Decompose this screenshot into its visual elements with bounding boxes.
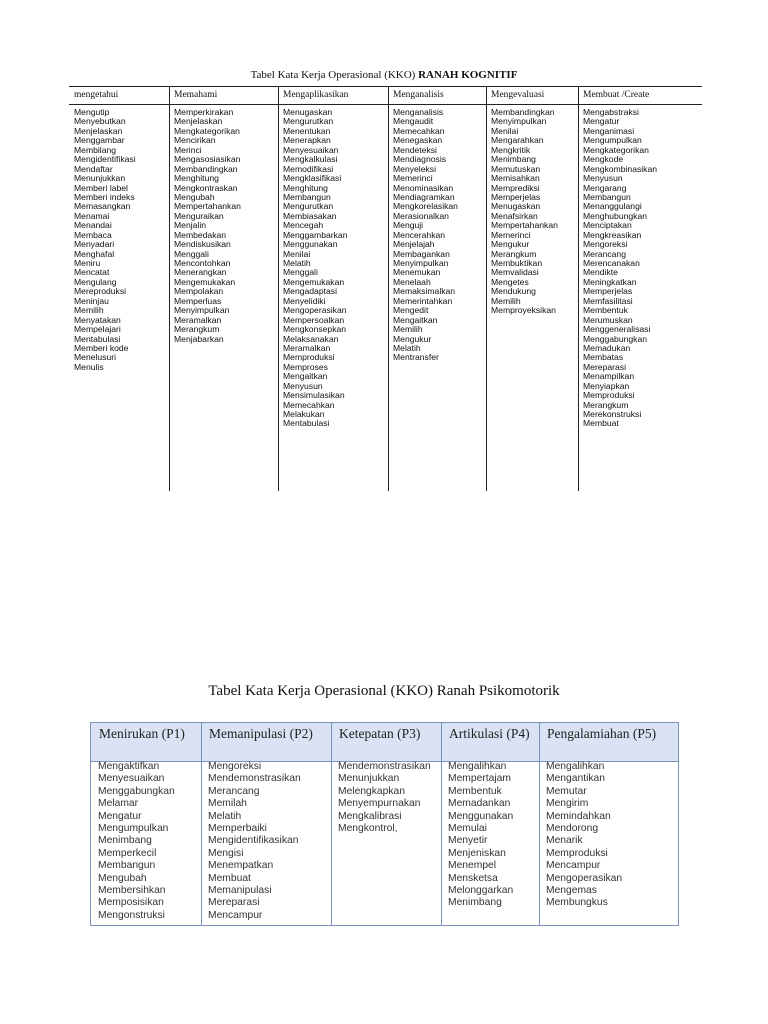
kognitif-column: [69, 86, 169, 491]
list-item: Mendukung: [491, 287, 536, 297]
list-item: Membedakan: [174, 230, 227, 240]
list-item: Menghafal: [74, 249, 115, 259]
list-item: Memecahkan: [283, 400, 335, 410]
list-item: Menyimpulkan: [174, 306, 230, 316]
list-item: Menguji: [393, 221, 424, 231]
kognitif-word-list: [393, 108, 484, 363]
list-item: Memilah: [208, 798, 247, 810]
list-item: Membentuk: [583, 306, 628, 316]
list-item: Memfasilitasi: [583, 296, 633, 306]
psikomotorik-word-list: [338, 761, 439, 835]
column-divider: [331, 723, 332, 925]
list-item: Menempatkan: [208, 860, 274, 872]
list-item: Menyeleksi: [393, 164, 436, 174]
list-item: Menimbang: [448, 897, 502, 909]
psikomotorik-column-header: Artikulasi (P4): [449, 726, 530, 741]
list-item: Menjelaskan: [74, 126, 123, 136]
list-item: Mengkorelasikan: [393, 202, 458, 212]
list-item: Menghubungkan: [583, 211, 648, 221]
kognitif-table: [69, 86, 702, 491]
list-item: Mengulang: [74, 277, 117, 287]
list-item: Mengemukakan: [174, 277, 236, 287]
list-item: Memperjelas: [583, 287, 633, 297]
list-item: Mengkontraskan: [174, 183, 238, 193]
list-item: Mensketsa: [448, 872, 498, 884]
psikomotorik-word-list: [208, 761, 329, 922]
list-item: Mensimulasikan: [283, 391, 345, 401]
column-divider: [201, 723, 202, 925]
list-item: Menugaskan: [491, 202, 541, 212]
list-item: Menerapkan: [283, 136, 331, 146]
list-item: Menulis: [74, 362, 104, 372]
kognitif-column: [388, 86, 486, 491]
list-item: Mentransfer: [393, 353, 439, 363]
list-item: Merasionalkan: [393, 211, 449, 221]
list-item: Memilih: [491, 296, 521, 306]
list-item: Mempertajam: [448, 773, 511, 785]
list-item: Menampilkan: [583, 372, 635, 382]
list-item: Mengantikan: [546, 773, 605, 785]
psikomotorik-column-header: Memanipulasi (P2): [209, 726, 313, 741]
list-item: Memerinci: [393, 174, 433, 184]
psikomotorik-column-header: Pengalamiahan (P5): [547, 726, 657, 741]
list-item: Mengkalkulasi: [283, 155, 338, 165]
list-item: Menjalin: [174, 221, 207, 231]
list-item: Mencirikan: [174, 136, 216, 146]
list-item: Menghitung: [283, 183, 328, 193]
kognitif-word-list: [74, 108, 167, 372]
list-item: Membangun: [583, 192, 631, 202]
list-item: Melaksanakan: [283, 334, 339, 344]
kognitif-column-header: mengetahui: [69, 86, 169, 105]
list-item: Membandingkan: [174, 164, 238, 174]
list-item: Menjeniskan: [448, 847, 506, 859]
list-item: Memulai: [448, 823, 487, 835]
psikomotorik-column: [91, 723, 201, 925]
list-item: Merangkum: [174, 325, 220, 335]
column-divider: [539, 723, 540, 925]
column-divider: [441, 723, 442, 925]
kognitif-column: [169, 86, 278, 491]
list-item: Menafsirkan: [491, 211, 538, 221]
list-item: Menggunakan: [448, 810, 514, 822]
list-item: Merumuskan: [583, 315, 633, 325]
list-item: Mengutip: [74, 108, 110, 117]
list-item: Menjelajah: [393, 240, 435, 250]
list-item: Memerintahkan: [393, 296, 453, 306]
list-item: Menghitung: [174, 174, 219, 184]
kognitif-column-header: Menganalisis: [388, 86, 486, 105]
list-item: Menimbang: [98, 835, 152, 847]
list-item: Memasangkan: [74, 202, 131, 212]
list-item: Mengabstraksi: [583, 108, 639, 117]
list-item: Memutar: [546, 785, 587, 797]
psikomotorik-column: [441, 723, 539, 925]
list-item: Mengkode: [583, 155, 624, 165]
list-item: Mengkategorikan: [583, 145, 649, 155]
list-item: Memperluas: [174, 296, 222, 306]
psikomotorik-column: [539, 723, 678, 925]
list-item: Mereparasi: [208, 897, 260, 909]
list-item: Menjabarkan: [174, 334, 224, 344]
list-item: Mengarahkan: [491, 136, 544, 146]
list-item: Melatih: [208, 810, 242, 822]
list-item: Memilih: [393, 325, 423, 335]
list-item: Memodifikasi: [283, 164, 334, 174]
list-item: Mentabulasi: [283, 419, 330, 429]
list-item: Menugaskan: [283, 108, 333, 117]
kognitif-column: [578, 86, 702, 491]
column-divider: [388, 86, 389, 491]
list-item: Membandingkan: [491, 108, 555, 117]
list-item: Membersihkan: [98, 885, 166, 897]
list-item: Menominasikan: [393, 183, 454, 193]
list-item: Menunjukkan: [74, 174, 126, 184]
list-item: Menamai: [74, 211, 110, 221]
list-item: Meninjau: [74, 296, 109, 306]
list-item: Membangun: [98, 860, 156, 872]
list-item: Memprediksi: [491, 183, 540, 193]
list-item: Merinci: [174, 145, 202, 155]
list-item: Memadukan: [583, 343, 631, 353]
list-item: Mengubah: [174, 192, 215, 202]
list-item: Meramalkan: [174, 315, 222, 325]
list-item: Mengoperasikan: [546, 872, 623, 884]
list-item: Menguraikan: [174, 211, 224, 221]
list-item: Menelaah: [393, 277, 431, 287]
list-item: Menyetir: [448, 835, 488, 847]
list-item: Mengasosiasikan: [174, 155, 241, 165]
list-item: Menyebutkan: [74, 117, 126, 127]
list-item: Memisahkan: [491, 174, 540, 184]
list-item: Memproduksi: [583, 391, 635, 401]
list-item: Memilih: [74, 306, 104, 316]
list-item: Mengarang: [583, 183, 627, 193]
list-item: Memerinci: [491, 230, 531, 240]
psikomotorik-column: [201, 723, 331, 925]
list-item: Mencampur: [208, 909, 263, 921]
list-item: Mengklasifikasi: [283, 174, 342, 184]
list-item: Merangkum: [491, 249, 537, 259]
list-item: Menilai: [491, 126, 519, 136]
kognitif-column-header: Mengevaluasi: [486, 86, 578, 105]
psikomotorik-column-header: Ketepatan (P3): [339, 726, 421, 741]
list-item: Menggali: [174, 249, 209, 259]
list-item: Mengurutkan: [283, 202, 334, 212]
list-item: Meramalkan: [283, 343, 331, 353]
list-item: Mengukur: [393, 334, 432, 344]
list-item: Mempolakan: [174, 287, 224, 297]
list-item: Memutuskan: [491, 164, 541, 174]
list-item: Membangun: [283, 192, 331, 202]
list-item: Mengetes: [491, 277, 529, 287]
list-item: Mencatat: [74, 268, 110, 278]
kognitif-column: [486, 86, 578, 491]
list-item: Menunjukkan: [338, 773, 400, 785]
list-item: Memperkirakan: [174, 108, 234, 117]
psikomotorik-word-list: [546, 761, 676, 910]
psikomotorik-column: [331, 723, 441, 925]
list-item: Menganalisis: [393, 108, 444, 117]
list-item: Menempel: [448, 860, 497, 872]
list-item: Mengoperasikan: [283, 306, 347, 316]
list-item: Menanggulangi: [583, 202, 642, 212]
list-item: Menggabungkan: [98, 785, 175, 797]
list-item: Membaca: [74, 230, 112, 240]
column-divider: [578, 86, 579, 491]
list-item: Mengkalibrasi: [338, 810, 402, 822]
list-item: Memproduksi: [283, 353, 335, 363]
list-item: Mengalihkan: [546, 761, 605, 772]
list-item: Mengadaptasi: [283, 287, 337, 297]
list-item: Memberi kode: [74, 343, 129, 353]
list-item: Membatas: [583, 353, 624, 363]
list-item: Mengaktifkan: [98, 761, 160, 772]
list-item: Memberi indeks: [74, 192, 135, 202]
list-item: Membilang: [74, 145, 117, 155]
list-item: Mengatur: [98, 810, 142, 822]
column-divider: [169, 86, 170, 491]
list-item: Mengkombinasikan: [583, 164, 658, 174]
list-item: Menemukan: [393, 268, 441, 278]
list-item: Mengkonsepkan: [283, 325, 347, 335]
list-item: Meniru: [74, 259, 101, 268]
list-item: Mendeteksi: [393, 145, 437, 155]
list-item: Menyiapkan: [583, 381, 630, 391]
list-item: Mengoreksi: [208, 761, 262, 772]
list-item: Mencegah: [283, 221, 324, 231]
list-item: Menciptakan: [583, 221, 632, 231]
list-item: Mengkreasikan: [583, 230, 642, 240]
list-item: Mengemas: [546, 885, 597, 897]
list-item: Membungkus: [546, 897, 608, 909]
list-item: Memposisikan: [98, 897, 164, 909]
list-item: Menyempurnakan: [338, 798, 421, 810]
list-item: Menelusuri: [74, 353, 117, 363]
column-divider: [486, 86, 487, 491]
list-item: Mendaftar: [74, 164, 113, 174]
psikomotorik-column-header: Menirukan (P1): [99, 726, 185, 741]
list-item: Menandai: [74, 221, 112, 231]
list-item: Merancang: [208, 785, 260, 797]
list-item: Mentabulasi: [74, 334, 121, 344]
list-item: Menyelidiki: [283, 296, 326, 306]
list-item: Menentukan: [283, 126, 331, 136]
list-item: Meningkatkan: [583, 277, 637, 287]
list-item: Memanipulasi: [208, 885, 272, 897]
list-item: Mengidentifikasikan: [208, 835, 299, 847]
list-item: Memperjelas: [491, 192, 541, 202]
kognitif-column: [278, 86, 388, 491]
list-item: Mengubah: [98, 872, 147, 884]
list-item: Mengkritik: [491, 145, 531, 155]
list-item: Mengemukakan: [283, 277, 345, 287]
list-item: Melakukan: [283, 410, 325, 419]
list-item: Melengkapkan: [338, 785, 405, 797]
list-item: Mendorong: [546, 823, 599, 835]
list-item: Menyesuaikan: [98, 773, 165, 785]
list-item: Mengedit: [393, 306, 429, 316]
list-item: Memproduksi: [546, 847, 608, 859]
list-item: Menilai: [283, 249, 311, 259]
list-item: Menyatakan: [74, 315, 121, 325]
list-item: Memvalidasi: [491, 268, 539, 278]
list-item: Mendiskusikan: [174, 240, 231, 250]
psikomotorik-table: [90, 722, 679, 926]
list-item: Mendiagnosis: [393, 155, 447, 165]
kognitif-column-header: Membuat /Create: [578, 86, 702, 105]
list-item: Menimbang: [491, 155, 536, 165]
list-item: Menyimpulkan: [393, 259, 449, 268]
list-item: Memproyeksikan: [491, 306, 556, 316]
list-item: Mengkategorikan: [174, 126, 240, 136]
list-item: Melatih: [283, 259, 311, 268]
list-item: Memecahkan: [393, 126, 445, 136]
list-item: Menyimpulkan: [491, 117, 547, 127]
list-item: Merancang: [583, 249, 626, 259]
list-item: Melonggarkan: [448, 885, 514, 897]
list-item: Mengumpulkan: [583, 136, 642, 146]
list-item: Mengoreksi: [583, 240, 628, 250]
list-item: Mendemonstrasikan: [208, 773, 301, 785]
list-item: Menganimasi: [583, 126, 635, 136]
psikomotorik-word-list: [98, 761, 199, 922]
list-item: Menggunakan: [283, 240, 338, 250]
list-item: Mendemonstrasikan: [338, 761, 431, 772]
psikomotorik-word-list: [448, 761, 537, 910]
list-item: Mengaudit: [393, 117, 434, 127]
list-item: Mendiagramkan: [393, 192, 455, 202]
list-item: Memaksimalkan: [393, 287, 456, 297]
list-item: Menggeneralisasi: [583, 325, 651, 335]
list-item: Merangkum: [583, 400, 629, 410]
kognitif-column-header: Mengaplikasikan: [278, 86, 388, 105]
list-item: Mengumpulkan: [98, 823, 169, 835]
list-item: Mempertahankan: [174, 202, 241, 212]
kognitif-title-prefix: Tabel Kata Kerja Operasional (KKO): [250, 69, 416, 81]
list-item: Menjelaskan: [174, 117, 223, 127]
list-item: Mengatur: [583, 117, 620, 127]
list-item: Mengaitkan: [393, 315, 438, 325]
list-item: Memadankan: [448, 798, 511, 810]
list-item: Memproses: [283, 362, 328, 372]
list-item: Mencerahkan: [393, 230, 446, 240]
list-item: Mengkontrol,: [338, 823, 398, 835]
kognitif-word-list: [491, 108, 576, 316]
list-item: Melamar: [98, 798, 139, 810]
list-item: Mempersoalkan: [283, 315, 345, 325]
kognitif-table-title: [0, 68, 768, 82]
list-item: Menarik: [546, 835, 583, 847]
list-item: Mempelajari: [74, 325, 121, 335]
list-item: Membagankan: [393, 249, 450, 259]
list-item: Menggabungkan: [583, 334, 648, 344]
list-item: Menyusun: [583, 174, 623, 184]
list-item: Mengukur: [491, 240, 530, 250]
list-item: Menggambarkan: [283, 230, 348, 240]
list-item: Merencanakan: [583, 259, 640, 268]
list-item: Menegaskan: [393, 136, 443, 146]
list-item: Menggali: [283, 268, 318, 278]
list-item: Mengirim: [546, 798, 589, 810]
list-item: Mereparasi: [583, 362, 626, 372]
list-item: Mengaitkan: [283, 372, 328, 382]
list-item: Mengonstruksi: [98, 909, 165, 921]
kognitif-column-header: Memahami: [169, 86, 278, 105]
kognitif-word-list: [583, 108, 700, 429]
list-item: Menyadari: [74, 240, 115, 250]
list-item: Memindahkan: [546, 810, 611, 822]
list-item: Mengidentifikasi: [74, 155, 136, 165]
list-item: Menggambar: [74, 136, 125, 146]
list-item: Membentuk: [448, 785, 502, 797]
list-item: Mempertahankan: [491, 221, 558, 231]
list-item: Mengurutkan: [283, 117, 334, 127]
column-divider: [278, 86, 279, 491]
kognitif-word-list: [174, 108, 276, 344]
list-item: Mencampur: [546, 860, 601, 872]
list-item: Membiasakan: [283, 211, 337, 221]
list-item: Merekonstruksi: [583, 410, 642, 419]
list-item: Mencontohkan: [174, 259, 231, 268]
list-item: Memperkecil: [98, 847, 157, 859]
list-item: Memberi label: [74, 183, 128, 193]
list-item: Membuat: [583, 419, 619, 429]
list-item: Memperbaiki: [208, 823, 267, 835]
list-item: Mendikte: [583, 268, 618, 278]
kognitif-title-bold: RANAH KOGNITIF: [418, 69, 518, 81]
list-item: Menyusun: [283, 381, 323, 391]
list-item: Membuat: [208, 872, 251, 884]
list-item: Membuktikan: [491, 259, 543, 268]
kognitif-word-list: [283, 108, 386, 429]
list-item: Mengisi: [208, 847, 244, 859]
list-item: Menyesuaikan: [283, 145, 339, 155]
psikomotorik-table-title: Tabel Kata Kerja Operasional (KKO) Ranah Psikomotorik: [208, 683, 560, 699]
list-item: Mereproduksi: [74, 287, 127, 297]
list-item: Melatih: [393, 343, 421, 353]
list-item: Menerangkan: [174, 268, 227, 278]
list-item: Mengalihkan: [448, 761, 507, 772]
